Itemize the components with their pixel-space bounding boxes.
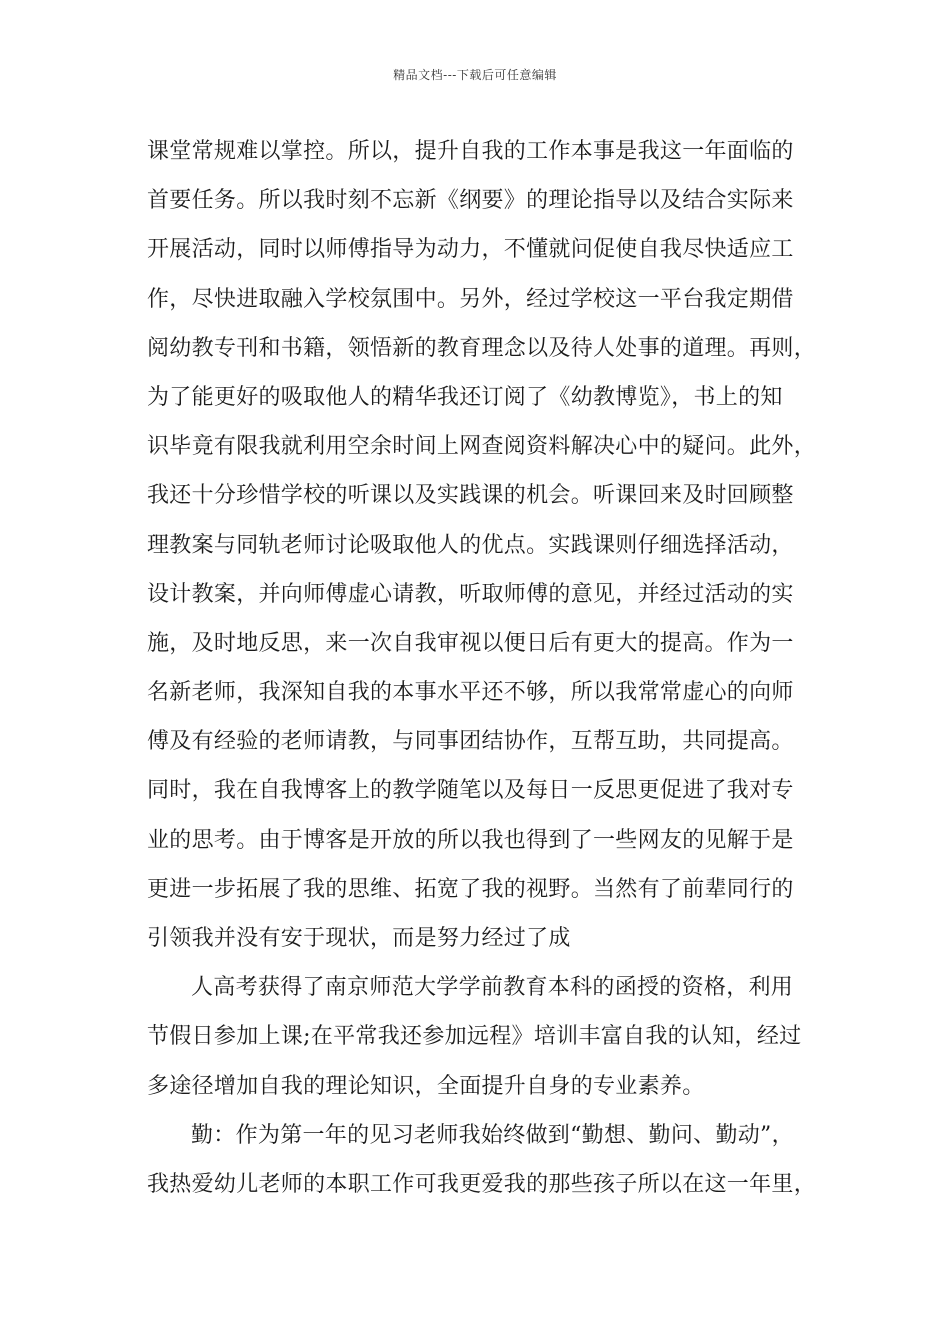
text-line: 设计教案，并向师傅虚心请教，听取师傅的意见，并经过活动的实 (147, 581, 794, 607)
text-line: 开展活动，同时以师傅指导为动力，不懂就问促使自我尽快适应工 (147, 237, 794, 263)
text-line: 业的思考。由于博客是开放的所以我也得到了一些网友的见解于是 (147, 827, 794, 853)
text-line: 施，及时地反思，来一次自我审视以便日后有更大的提高。作为一 (147, 630, 794, 656)
text-line: 傅及有经验的老师请教，与同事团结协作，互帮互助，共同提高。 (147, 729, 794, 755)
text-line: 更进一步拓展了我的思维、拓宽了我的视野。当然有了前辈同行的 (147, 876, 794, 902)
text-line: 引领我并没有安于现状，而是努力经过了成 (147, 926, 571, 951)
text-line: 为了能更好的吸取他人的精华我还订阅了《幼教博览》，书上的知 (147, 384, 783, 410)
text-line: 人高考获得了南京师范大学学前教育本科的函授的资格，利用 (191, 975, 794, 1001)
text-line: 节假日参加上课;在平常我还参加远程》培训丰富自我的认知，经过 (147, 1024, 802, 1050)
text-line: 多途径增加自我的理论知识，全面提升自身的专业素养。 (147, 1073, 705, 1099)
text-line: 作，尽快进取融入学校氛围中。另外，经过学校这一平台我定期借 (147, 286, 794, 312)
text-line: 名新老师，我深知自我的本事水平还不够，所以我常常虚心的向师 (147, 680, 794, 706)
document-body (147, 134, 827, 1216)
text-line: 我还十分珍惜学校的听课以及实践课的机会。听课回来及时回顾整 (147, 483, 794, 509)
text-line: 识毕竟有限我就利用空余时间上网查阅资料解决心中的疑问。此外， (147, 434, 817, 460)
page-header: 精品文档---下载后可任意编辑 (393, 68, 557, 82)
text-line: 同时，我在自我博客上的教学随笔以及每日一反思更促进了我对专 (147, 778, 794, 804)
text-line: 我热爱幼儿老师的本职工作可我更爱我的那些孩子所以在这一年里， (147, 1171, 817, 1197)
text-line: 勤：作为第一年的见习老师我始终做到“勤想、勤问、勤动”， (191, 1122, 794, 1148)
text-line: 理教案与同轨老师讨论吸取他人的优点。实践课则仔细选择活动， (147, 532, 794, 558)
text-line: 阅幼教专刊和书籍，领悟新的教育理念以及待人处事的道理。再则， (147, 335, 817, 361)
text-line: 首要任务。所以我时刻不忘新《纲要》的理论指导以及结合实际来 (147, 188, 794, 214)
text-line: 课堂常规难以掌控。所以，提升自我的工作本事是我这一年面临的 (147, 139, 794, 164)
